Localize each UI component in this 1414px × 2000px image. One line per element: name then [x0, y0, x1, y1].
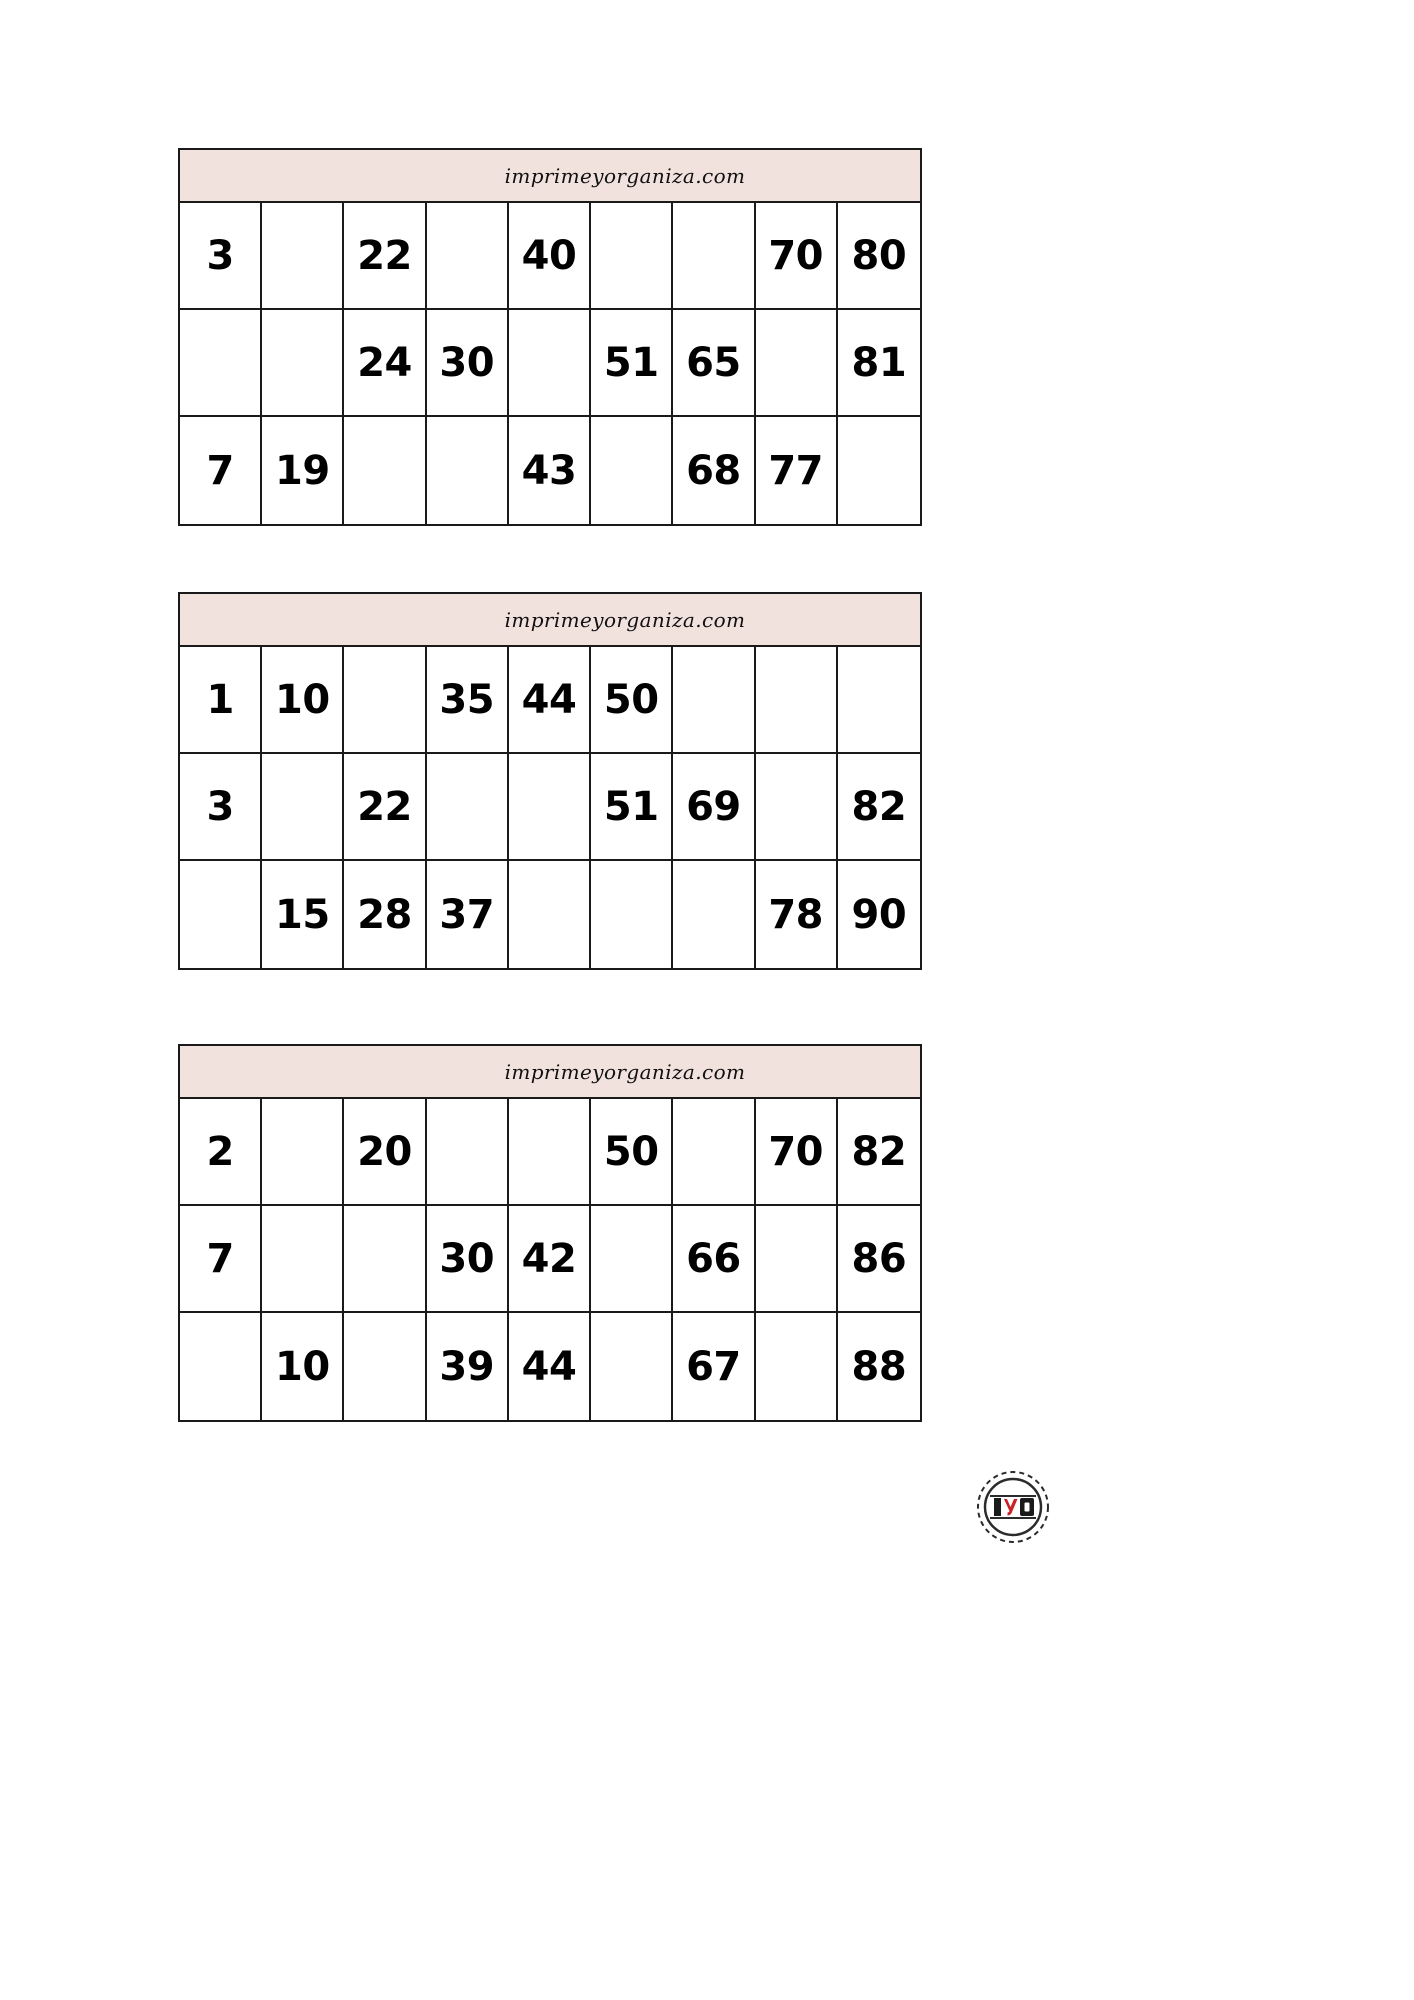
bingo-cell-blank[interactable]: [756, 1313, 838, 1420]
bingo-cell[interactable]: 86: [838, 1206, 920, 1313]
bingo-cell-blank[interactable]: [262, 203, 344, 310]
bingo-cell[interactable]: 28: [344, 861, 426, 968]
bingo-cell[interactable]: 22: [344, 754, 426, 861]
card-header-3: [180, 1046, 920, 1099]
bingo-cell[interactable]: 70: [756, 1099, 838, 1206]
bingo-cell[interactable]: 2: [180, 1099, 262, 1206]
bingo-cell-blank[interactable]: [344, 417, 426, 524]
bingo-cell-blank[interactable]: [756, 647, 838, 754]
bingo-card-3: [178, 1044, 922, 1422]
brand-label: imprimeyorganiza.com: [504, 163, 746, 188]
bingo-card-2: [178, 592, 922, 970]
bingo-cell[interactable]: 88: [851, 1343, 907, 1390]
card-header-2: [180, 594, 920, 647]
bingo-cell-blank[interactable]: [591, 1206, 673, 1313]
bingo-cell-blank[interactable]: [673, 647, 755, 754]
bingo-cell[interactable]: 7: [180, 1206, 262, 1313]
bingo-cell-blank[interactable]: [591, 1313, 673, 1420]
bingo-cell[interactable]: 30: [427, 1206, 509, 1313]
bingo-cell[interactable]: 35: [427, 647, 509, 754]
bingo-cell-blank[interactable]: [509, 861, 591, 968]
bingo-cell[interactable]: 51: [591, 310, 673, 417]
bingo-cell-blank[interactable]: [509, 1099, 591, 1206]
bingo-grid-1: [180, 203, 920, 524]
bingo-cell-blank[interactable]: [673, 1099, 755, 1206]
bingo-cell[interactable]: 68: [673, 417, 755, 524]
bingo-cell-blank[interactable]: [262, 1099, 344, 1206]
brand-label: imprimeyorganiza.com: [504, 1059, 746, 1084]
bingo-cell-blank[interactable]: [262, 754, 344, 861]
bingo-cell[interactable]: 39: [427, 1313, 509, 1420]
bingo-cell[interactable]: 70: [756, 203, 838, 310]
bingo-cell-blank[interactable]: [344, 647, 426, 754]
bingo-cell[interactable]: 66: [673, 1206, 755, 1313]
bingo-cell[interactable]: 10: [262, 647, 344, 754]
bingo-cell-blank[interactable]: [756, 310, 838, 417]
bingo-grid-2: [180, 647, 920, 968]
bingo-cell-blank[interactable]: [838, 417, 920, 524]
bingo-cell[interactable]: 44: [509, 647, 591, 754]
bingo-cell[interactable]: 40: [509, 203, 591, 310]
bingo-cell[interactable]: 30: [427, 310, 509, 417]
bingo-cell-blank[interactable]: [427, 1099, 509, 1206]
bingo-cell[interactable]: 7: [180, 417, 262, 524]
bingo-cell-blank[interactable]: [591, 203, 673, 310]
bingo-cell[interactable]: 20: [344, 1099, 426, 1206]
bingo-cell-blank[interactable]: [838, 647, 920, 754]
bingo-cell-blank[interactable]: [262, 1206, 344, 1313]
imprime-y-organiza-logo-icon: [976, 1470, 1050, 1544]
bingo-cell-blank[interactable]: [344, 1313, 426, 1420]
bingo-cell[interactable]: 43: [509, 417, 591, 524]
bingo-cell-blank[interactable]: [509, 310, 591, 417]
bingo-card-1: [178, 148, 922, 526]
bingo-cell[interactable]: 3: [180, 754, 262, 861]
bingo-cell-blank[interactable]: [756, 754, 838, 861]
bingo-cell[interactable]: 24: [344, 310, 426, 417]
bingo-cell-blank[interactable]: [427, 203, 509, 310]
bingo-cell-blank[interactable]: [673, 861, 755, 968]
brand-label: imprimeyorganiza.com: [504, 607, 746, 632]
bingo-cell[interactable]: 78: [756, 861, 838, 968]
bingo-cell-blank[interactable]: [591, 861, 673, 968]
bingo-cell-blank[interactable]: [344, 1206, 426, 1313]
bingo-cell[interactable]: 10: [262, 1313, 344, 1420]
bingo-cell[interactable]: 19: [262, 417, 344, 524]
bingo-cell[interactable]: 69: [673, 754, 755, 861]
bingo-cell-blank[interactable]: [509, 754, 591, 861]
bingo-cell[interactable]: 81: [838, 310, 920, 417]
bingo-cell[interactable]: 80: [838, 203, 920, 310]
bingo-cell[interactable]: 51: [591, 754, 673, 861]
bingo-cell-blank[interactable]: [673, 203, 755, 310]
bingo-cell-blank[interactable]: [427, 754, 509, 861]
bingo-grid-3: [180, 1099, 920, 1420]
bingo-cell[interactable]: 3: [180, 203, 262, 310]
bingo-cell[interactable]: 82: [838, 754, 920, 861]
bingo-cell[interactable]: 22: [344, 203, 426, 310]
bingo-cell[interactable]: 65: [673, 310, 755, 417]
bingo-cell[interactable]: 15: [262, 861, 344, 968]
bingo-cell[interactable]: 44: [509, 1313, 591, 1420]
bingo-cell[interactable]: 42: [509, 1206, 591, 1313]
bingo-cell[interactable]: 37: [427, 861, 509, 968]
bingo-cell-blank[interactable]: [756, 1206, 838, 1313]
bingo-cell[interactable]: 67: [673, 1313, 755, 1420]
bingo-cell-blank[interactable]: [591, 417, 673, 524]
bingo-cell-blank[interactable]: [262, 310, 344, 417]
card-header-1: [180, 150, 920, 203]
bingo-cell[interactable]: 50: [591, 1099, 673, 1206]
bingo-cell-blank[interactable]: [180, 1313, 262, 1420]
bingo-cell-blank[interactable]: [180, 310, 262, 417]
bingo-cell-blank[interactable]: [427, 417, 509, 524]
bingo-cell[interactable]: 1: [180, 647, 262, 754]
bingo-cell[interactable]: 90: [851, 891, 907, 938]
bingo-cell-blank[interactable]: [180, 861, 262, 968]
bingo-cell[interactable]: 77: [756, 417, 838, 524]
bingo-cell[interactable]: 50: [591, 647, 673, 754]
bingo-cell[interactable]: 82: [838, 1099, 920, 1206]
